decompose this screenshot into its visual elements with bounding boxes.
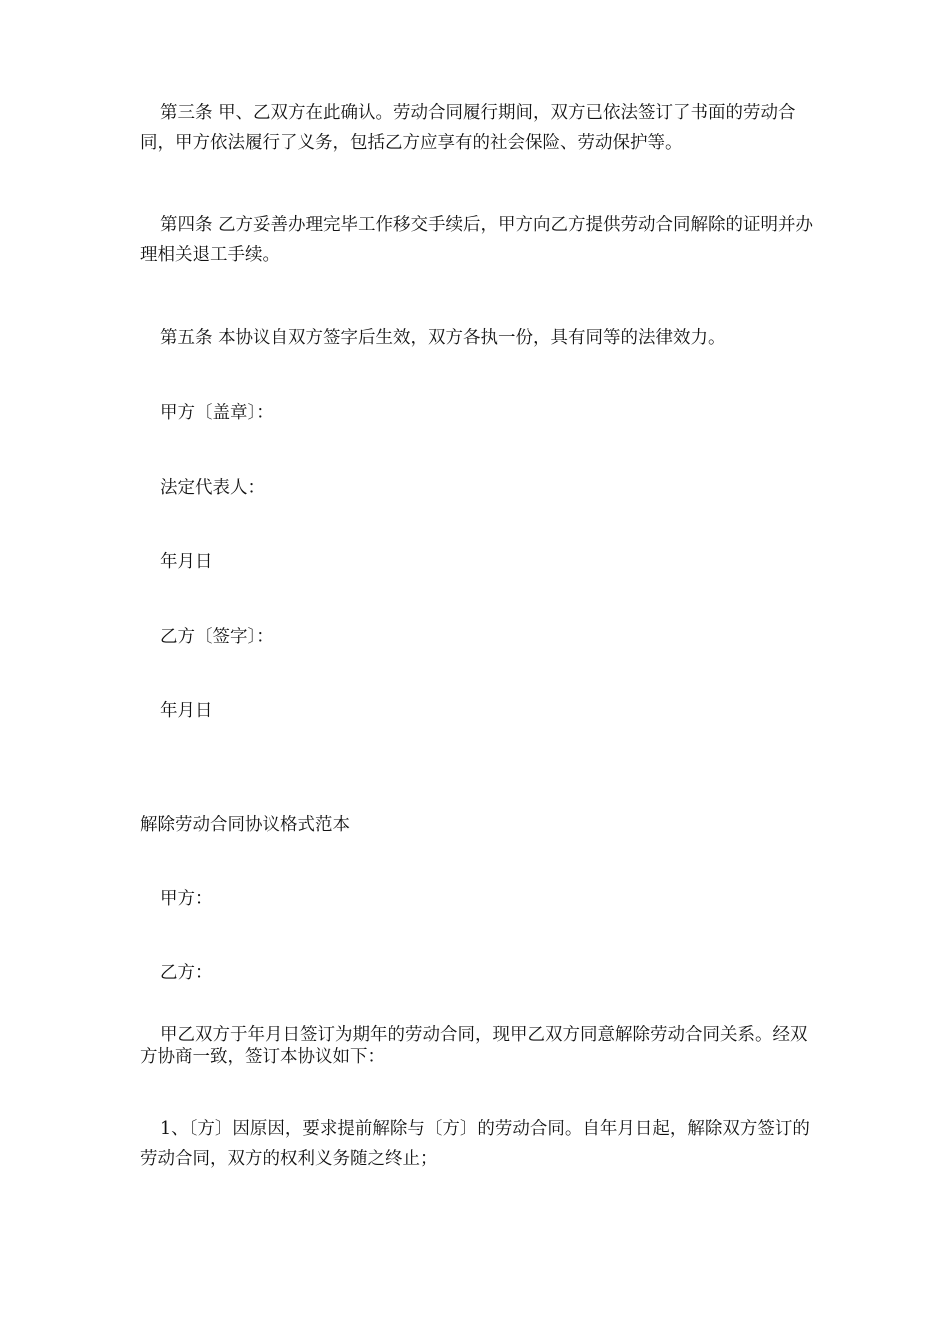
article-3-paragraph: 第三条 甲、乙双方在此确认。劳动合同履行期间，双方已依法签订了书面的劳动合同，甲方依法履行了义务，包括乙方应享有的社会保险、劳动保护等。 <box>140 103 796 153</box>
party-b-label: 乙方： <box>160 963 213 983</box>
party-a-label: 甲方： <box>160 889 213 909</box>
intro-paragraph: 甲乙双方于年月日签订为期年的劳动合同，现甲乙双方同意解除劳动合同关系。经双方协商一致，签订本协议如下： <box>140 1025 808 1067</box>
party-a-seal-line: 甲方〔盖章〕： <box>160 403 274 423</box>
article-5-paragraph: 第五条 本协议自双方签字后生效，双方各执一份，具有同等的法律效力。 <box>160 328 726 348</box>
date-line-party-b: 年月日 <box>160 701 213 721</box>
clause-1-paragraph: 1、〔方〕因原因，要求提前解除与〔方〕的劳动合同。自年月日起，解除双方签订的劳动合同，双方的权利义务随之终止； <box>140 1119 810 1169</box>
date-line-party-a: 年月日 <box>160 552 213 572</box>
article-4-paragraph: 第四条 乙方妥善办理完毕工作移交手续后，甲方向乙方提供劳动合同解除的证明并办理相关退工手续。 <box>140 215 814 265</box>
legal-representative-line: 法定代表人： <box>160 478 265 498</box>
section-title: 解除劳动合同协议格式范本 <box>140 815 350 835</box>
party-b-signature-line: 乙方〔签字〕： <box>160 627 274 647</box>
